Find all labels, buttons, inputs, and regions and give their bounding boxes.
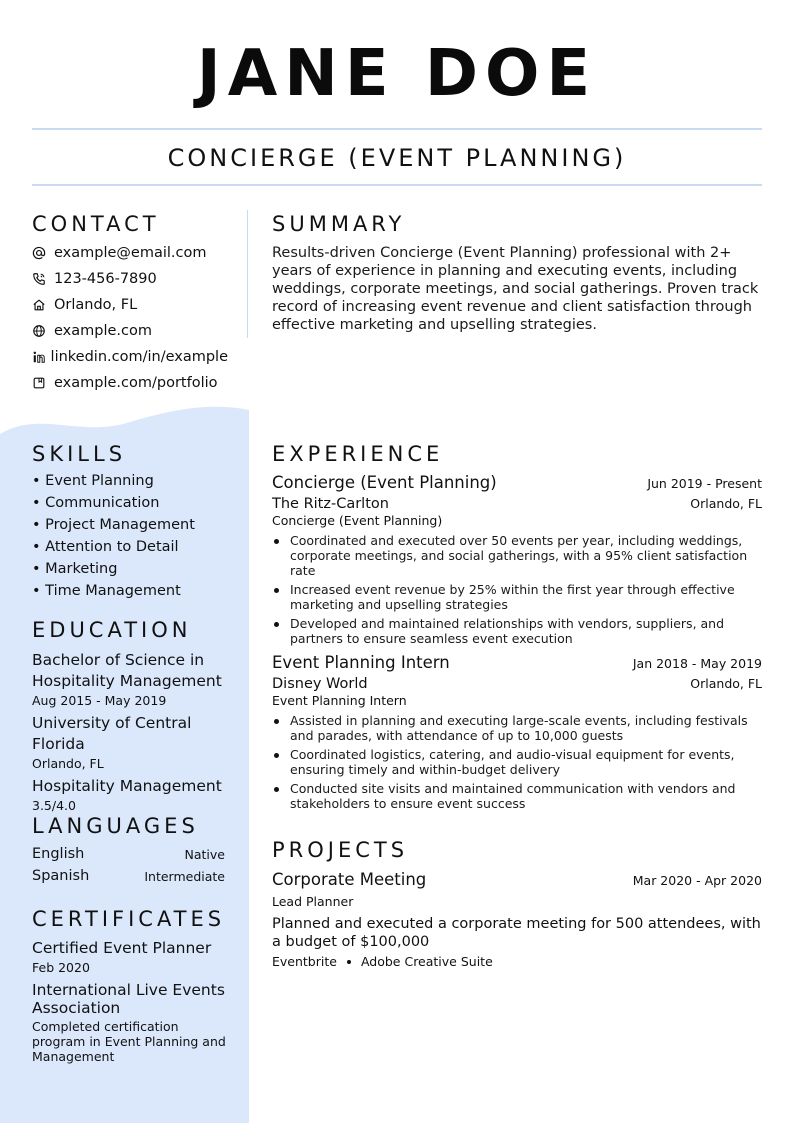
- job-title: Event Planning Intern: [272, 653, 450, 672]
- skill-item: • Time Management: [32, 583, 181, 599]
- contact-linkedin-text: linkedin.com/in/example: [50, 349, 228, 365]
- contact-phone-text: 123-456-7890: [54, 271, 157, 287]
- header-rule-bottom: [32, 184, 762, 186]
- project-description: Planned and executed a corporate meeting for 500 attendees, with a budget of $100,000: [272, 916, 761, 950]
- job-bullet: Coordinated logistics, catering, and audio-visual equipment for events, ensuring timely and within-budget delivery: [272, 747, 762, 777]
- education-heading: EDUCATION: [32, 618, 192, 642]
- education-degree: Bachelor of Science in Hospitality Management: [32, 651, 222, 690]
- project-role: Lead Planner: [272, 894, 354, 909]
- languages-list: [32, 843, 225, 887]
- contact-linkedin[interactable]: [32, 344, 228, 370]
- linkedin-icon: [32, 350, 51, 364]
- project-tool: Eventbrite: [272, 954, 337, 969]
- globe-icon: [32, 324, 54, 338]
- contact-heading: CONTACT: [32, 212, 160, 236]
- job-role: Event Planning Intern: [272, 693, 407, 708]
- at-icon: [32, 246, 54, 260]
- skill-item: • Project Management: [32, 517, 195, 533]
- separator-dot: [347, 960, 351, 964]
- skill-item: • Communication: [32, 495, 160, 511]
- home-icon: [32, 298, 54, 312]
- contact-website[interactable]: [32, 318, 228, 344]
- contact-portfolio[interactable]: [32, 370, 228, 396]
- contact-phone[interactable]: [32, 266, 228, 292]
- column-divider: [247, 210, 248, 338]
- job-role: Concierge (Event Planning): [272, 513, 443, 528]
- skills-heading: SKILLS: [32, 442, 127, 466]
- language-name: English: [32, 846, 85, 862]
- job-bullets: [272, 533, 762, 646]
- summary-heading: SUMMARY: [272, 212, 406, 236]
- job-entry: [272, 472, 762, 650]
- certificate-detail: Feb 2020: [32, 960, 90, 975]
- job-bullet: Assisted in planning and executing large-scale events, including festivals and parades, with attendance of up to 10,000 guests: [272, 713, 762, 743]
- project-tools: [272, 953, 762, 971]
- summary-text: Results-driven Concierge (Event Planning) professional with 2+ years of experience in planning and executing events, including weddings, corporate meetings, and social gatherings. Proven track record of increasing event revenue and client satisfaction through effective marketing and upselling strategies.: [272, 245, 759, 333]
- certificate-name: Certified Event Planner: [32, 939, 212, 957]
- portfolio-icon: [32, 376, 54, 390]
- certificate-detail: Completed certification program in Event Planning and Management: [32, 1019, 226, 1064]
- job-company: The Ritz-Carlton: [272, 496, 389, 512]
- language-row: [32, 843, 225, 865]
- contact-list: [32, 240, 228, 396]
- contact-email-text: example@email.com: [54, 245, 207, 261]
- language-name: Spanish: [32, 868, 90, 884]
- resume-title: CONCIERGE (EVENT PLANNING): [167, 144, 627, 172]
- job-bullet: Conducted site visits and maintained communication with vendors and stakeholders to ensure event success: [272, 781, 762, 811]
- language-row: [32, 865, 225, 887]
- projects-heading: PROJECTS: [272, 838, 409, 862]
- education-gpa: 3.5/4.0: [32, 798, 76, 813]
- job-company: Disney World: [272, 676, 368, 692]
- job-bullet: Increased event revenue by 25% within the first year through effective marketing and upselling strategies: [272, 582, 762, 612]
- skill-item: • Attention to Detail: [32, 539, 179, 555]
- education-location: Orlando, FL: [32, 756, 104, 771]
- job-title: Concierge (Event Planning): [272, 473, 497, 492]
- header-rule-top: [32, 128, 762, 130]
- education-major: Hospitality Management: [32, 777, 222, 795]
- contact-email[interactable]: [32, 240, 228, 266]
- contact-location: [32, 292, 228, 318]
- contact-location-text: Orlando, FL: [54, 297, 138, 313]
- skills-list: [32, 470, 228, 602]
- education-entry: [32, 650, 228, 814]
- job-location: Orlando, FL: [690, 496, 762, 511]
- project-tool: Adobe Creative Suite: [360, 954, 493, 969]
- job-bullet: Coordinated and executed over 50 events per year, including weddings, corporate meetings, and social gatherings, with a 95% client satisfaction rate: [272, 533, 762, 578]
- job-dates: Jun 2019 - Present: [647, 476, 762, 491]
- skill-item: • Event Planning: [32, 473, 154, 489]
- certificates-list: [32, 938, 232, 1064]
- contact-website-text: example.com: [54, 323, 152, 339]
- job-entry: [272, 652, 762, 815]
- skill-item: • Marketing: [32, 561, 118, 577]
- contact-portfolio-text: example.com/portfolio: [54, 375, 218, 391]
- certificates-heading: CERTIFICATES: [32, 907, 226, 931]
- certificate-name: International Live Events Association: [32, 981, 225, 1017]
- education-dates: Aug 2015 - May 2019: [32, 693, 167, 708]
- job-location: Orlando, FL: [690, 676, 762, 691]
- resume-name: JANE DOE: [196, 37, 598, 111]
- project-dates: Mar 2020 - Apr 2020: [632, 873, 762, 888]
- project-entry: [272, 869, 762, 971]
- job-dates: Jan 2018 - May 2019: [632, 656, 762, 671]
- education-school: University of Central Florida: [32, 714, 192, 753]
- project-title: Corporate Meeting: [272, 870, 427, 889]
- job-bullet: Developed and maintained relationships with vendors, suppliers, and partners to ensure seamless event execution: [272, 616, 762, 646]
- language-level: Intermediate: [144, 868, 225, 884]
- phone-icon: [32, 272, 54, 286]
- language-level: Native: [184, 846, 225, 862]
- experience-heading: EXPERIENCE: [272, 442, 444, 466]
- job-bullets: [272, 713, 762, 811]
- languages-heading: LANGUAGES: [32, 814, 199, 838]
